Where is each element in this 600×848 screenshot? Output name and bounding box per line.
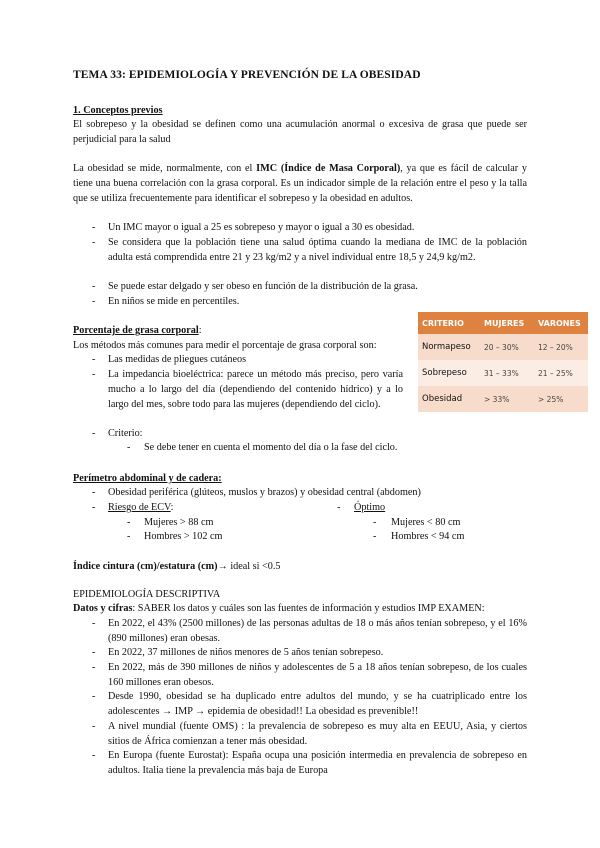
bullet-dash: - [92, 750, 96, 761]
list-item: En 2022, 37 millones de niños menores de 5 años tenían sobrepeso. [108, 647, 384, 658]
table-cell: > 33% [484, 394, 510, 404]
table-header-cell: CRITERIO [422, 318, 464, 328]
grasa-heading-text: Porcentaje de grasa corporal [73, 325, 199, 336]
bullet-dash: - [92, 354, 96, 365]
list-item: Un IMC mayor o igual a 25 es sobrepeso y mayor o igual a 30 es obesidad. [108, 222, 415, 233]
bullet-dash: - [373, 531, 377, 542]
indice-bold: Índice cintura (cm)/estatura (cm) [73, 561, 218, 572]
bullet-dash: - [127, 531, 131, 542]
grasa-intro: Los métodos más comunes para medir el porcentaje de grasa corporal son: [73, 340, 377, 351]
table-cell: Obesidad [422, 394, 463, 404]
list-item: Se considera que la población tiene una salud óptima cuando la mediana de IMC de la población adulta está comprendida entre 21 y 23 kg/m2 y a nivel individual entre 18,5 y 24,9 kg/m2. [108, 237, 527, 263]
criteria-table [418, 312, 588, 412]
section-heading-perimetro: Perímetro abdominal y de cadera: [73, 473, 222, 484]
list-item: Criterio: [108, 428, 143, 439]
datos-rest: : SABER los datos y cuáles son las fuentes de información y estudios IMP EXAMEN: [132, 603, 485, 614]
imc-text-bold: IMC (Índice de Masa Corporal) [256, 163, 401, 174]
indice-rest: → ideal si <0.5 [217, 561, 281, 572]
riesgo-colon: : [170, 502, 174, 513]
bullet-dash: - [92, 647, 96, 658]
bullet-dash: - [92, 428, 96, 439]
bullet-dash: - [337, 502, 341, 513]
list-item: Obesidad periférica (glúteos, muslos y brazos) y obesidad central (abdomen) [108, 487, 421, 498]
paragraph-definition: El sobrepeso y la obesidad se definen como una acumulación anormal o excesiva de grasa que puede ser perjudicial para la salud [73, 119, 527, 145]
paragraph-imc [73, 161, 527, 206]
table-cell: Normapeso [422, 342, 471, 352]
table-cell: 12 – 20% [538, 342, 573, 352]
optimo-item: Mujeres < 80 cm [391, 517, 461, 528]
list-item: En 2022, más de 390 millones de niños y adolescentes de 5 a 18 años tenían sobrepeso, de los cuales 160 millones eran obesos. [108, 662, 527, 688]
table-cell: 21 – 25% [538, 368, 573, 378]
list-item: La impedancia bioeléctrica: parece un método más preciso, pero varía mucho a lo largo del día (dependiendo del contenido hídrico) y a lo largo del mes, sobre todo para las mujeres (dependiendo del ciclo). [108, 369, 403, 410]
bullet-dash: - [92, 369, 96, 380]
grasa-heading-colon: : [198, 325, 202, 336]
table-row [418, 360, 588, 386]
list-item: Las medidas de pliegues cutáneos [108, 354, 247, 365]
list-item: En niños se mide en percentiles. [108, 296, 240, 307]
bullet-dash: - [92, 618, 96, 629]
sub-list-item: Se debe tener en cuenta el momento del día o la fase del ciclo. [144, 442, 398, 453]
table-cell: > 25% [538, 394, 564, 404]
table-cell: 20 – 30% [484, 342, 519, 352]
bullet-dash: - [92, 222, 96, 233]
optimo-item: Hombres < 94 cm [391, 531, 465, 542]
section-heading-grasa [73, 323, 202, 338]
riesgo-text: Riesgo de ECV [108, 502, 171, 513]
bullet-dash: - [92, 487, 96, 498]
optimo-label: Óptimo [354, 502, 386, 513]
imc-text-a: La obesidad se mide, normalmente, con el [73, 163, 257, 174]
table-row [418, 386, 588, 412]
table-cell: 31 – 33% [484, 368, 519, 378]
riesgo-label [108, 500, 173, 515]
list-item: A nivel mundial (fuente OMS) : la prevalencia de sobrepeso es muy alta en EEUU, Asia, y ciertos sitios de África comienzan a tener más obesidad. [108, 721, 527, 747]
bullet-dash: - [92, 296, 96, 307]
imc-text-c: , ya que es fácil de calcular y tiene una buena correlación con la grasa corporal. Es un indicador simple de la relación entre el peso y la talla que se utiliza frecuentemente para identificar el sobrepeso y la obesidad en adultos. [73, 163, 528, 204]
riesgo-item: Mujeres > 88 cm [144, 517, 214, 528]
bullet-dash: - [92, 237, 96, 248]
table-header-row [418, 312, 588, 334]
datos-line [73, 601, 485, 616]
section-heading-conceptos: 1. Conceptos previos [73, 105, 163, 116]
bullet-dash: - [92, 502, 96, 513]
riesgo-item: Hombres > 102 cm [144, 531, 223, 542]
section-heading-epidemiologia: EPIDEMIOLOGÍA DESCRIPTIVA [73, 589, 221, 600]
table-row [418, 334, 588, 360]
datos-bold: Datos y cifras [73, 603, 133, 614]
page-title: TEMA 33: EPIDEMIOLOGÍA Y PREVENCIÓN DE LA OBESIDAD [73, 69, 421, 81]
list-item: Se puede estar delgado y ser obeso en función de la distribución de la grasa. [108, 281, 418, 292]
bullet-dash: - [92, 281, 96, 292]
table-header-cell: MUJERES [484, 318, 525, 328]
bullet-dash: - [92, 721, 96, 732]
list-item: En Europa (fuente Eurostat): España ocupa una posición intermedia en prevalencia de sobrepeso en adultos. Italia tiene la prevalencia más baja de Europa [108, 750, 527, 776]
table-cell: Sobrepeso [422, 368, 467, 378]
bullet-dash: - [127, 517, 131, 528]
bullet-dash: - [92, 691, 96, 702]
table-header-cell: VARONES [538, 318, 581, 328]
bullet-dash: - [373, 517, 377, 528]
list-item: En 2022, el 43% (2500 millones) de las personas adultas de 18 o más años tenían sobrepeso, y el 16% (890 millones) eran obesas. [108, 618, 527, 644]
indice-line [73, 559, 280, 574]
bullet-dash: - [92, 662, 96, 673]
bullet-dash: - [127, 442, 131, 453]
list-item: Desde 1990, obesidad se ha duplicado entre adultos del mundo, y se ha cuatriplicado entre los adolescentes → IMP → epidemia de obesidad!! La obesidad es prevenible!! [108, 691, 527, 717]
